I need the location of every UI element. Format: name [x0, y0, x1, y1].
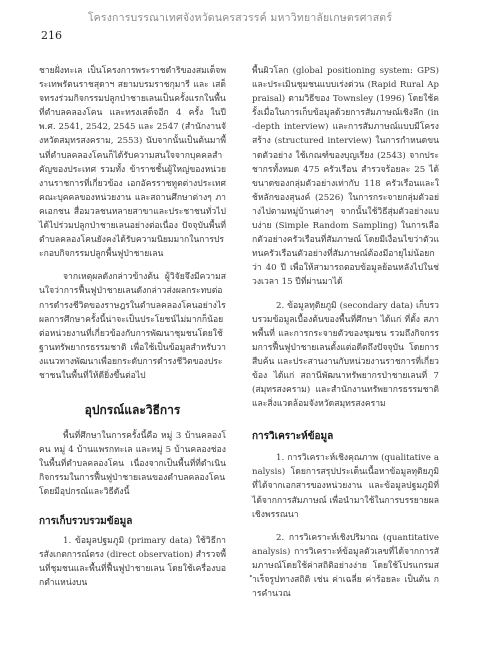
subheading-data-analysis: การวิเคราะห์ข้อมูล [252, 431, 334, 443]
paragraph-primary-data: 1. ข้อมูลปฐมภูมิ (primary data) ใช้วิธีการสังเกตการณ์ตรง (direct observation) สำรวจพื้นที่ชุมชนและพื้นที่ฟื้นฟูป่าชายเลน โดยใช้เครื่องบอกตำแหน่งบน [39, 535, 226, 588]
paragraph-sampling: พื้นผิวโลก (global positioning system: GPS) และประเมินชุมชนแบบเร่งด่วน (Rapid Rural Appraisal) ตามวิธีของ Townsley (1996) โดยใช้ครั้งเมื่อในการเก็บข้อมูลด้วยการสัมภาษณ์เชิงลึก (in-depth interview) และการสัมภาษณ์แบบมีโครงสร้าง (structured interview) ในการกำหนดขนาดตัวอย่าง ใช้เกณฑ์ของบุญเรียง (2543) จากประชากรทั้งหมด 475 ครัวเรือน สำรวจร้อยละ 25 ได้ขนาดของกลุ่มตัวอย่างเท่ากับ 118 ครัวเรือนและใช้หลักของสุนงค์ (2526) ในการกระจายกลุ่มตัวอย่างไปตามหมู่บ้านต่างๆ จากนั้นใช้วิธีสุ่มตัวอย่างแบบง่าย (Simple Random Sampling) ในการเลือกตัวอย่างครัวเรือนที่สัมภาษณ์ โดยมีเงื่อนไขว่าตัวแทนครัวเรือนตัวอย่างที่สัมภาษณ์ต้องมีอายุไม่น้อยกว่า 40 ปี เพื่อให้สามารถตอบข้อมูลย้อนหลังไปในช่วงเวลา 15 ปีที่ผ่านมาได้ [252, 66, 439, 288]
paragraph-quantitative-analysis: 2. การวิเคราะห์เชิงปริมาณ (quantitative analysis) การวิเคราะห์ข้อมูลตัวเลขที่ได้จากการสัมภาษณ์โดยใช้ค่าสถิติอย่างง่าย โดยใช้โปรแกรมสำเร็จรูปทางสถิติ เช่น ค่าเฉลี่ย ค่าร้อยละ เป็นต้น การคำนวณ [252, 532, 439, 600]
paragraph-qualitative-analysis: 1. การวิเคราะห์เชิงคุณภาพ (qualitative analysis) โดยการสรุปประเด็นเนื้อหาข้อมูลทุติยภูมิที่ได้จากเอกสารของหน่วยงาน และข้อมูลปฐมภูมิที่ได้จากการสัมภาษณ์ เพื่อนำมาใช้ในการบรรยายผลเชิงพรรณนา [252, 453, 439, 520]
paragraph-rationale: จากเหตุผลดังกล่าวข้างต้น ผู้วิจัยจึงมีความสนใจว่าการฟื้นฟูป่าชายเลนดังกล่าวส่งผลกระทบต่อการดำรงชีวิตของราษฎรในตำบลคลองโคนอย่างไร ผลการศึกษาครั้งนี้น่าจะเป็นประโยชน์ไม่มากก็น้อยต่อหน่วยงานที่เกี่ยวข้องกับการพัฒนาชุมชนโดยใช้ฐานทรัพยากรธรรมชาติ เพื่อใช้เป็นข้อมูลสำหรับวางแนวทางพัฒนาเพื่อยกระดับการดำรงชีวิตของประชาชนในพื้นที่ให้ดียิ่งขึ้นต่อไป [39, 272, 226, 381]
page-number: 216 [41, 29, 62, 42]
running-header: โครงการบรรณาเทศจังหวัดนครสวรรค์ มหาวิทยาลัยเกษตรศาสตร์ [87, 12, 393, 24]
left-column [39, 64, 226, 590]
paragraph-intro-continued: ชายฝั่งทะเล เป็นโครงการพระราชดำริของสมเด็จพระเทพรัตนราชสุดาฯ สยามบรมราชกุมารี และ เสด็จทรงร่วมกิจกรรมปลูกป่าชายเลนเป็นครั้งแรกในพื้นที่ตำบลคลองโคน และทรงเสด็จอีก 4 ครั้ง ในปี พ.ศ. 2541, 2542, 2545 และ 2547 (สำนักงานจังหวัดสมุทรสงคราม, 2553) นับจากนั้นเป็นต้นมาพื้นที่ตำบลคลองโคนก็ได้รับความสนใจจากบุคคลสำคัญของประเทศ รวมทั้ง ข้าราชชั้นผู้ใหญ่ของหน่วยงานราชการที่เกี่ยวข้อง เอกอัครราชทูตต่างประเทศ คณะบุคคลของหน่วยงาน และสถานศึกษาต่างๆ ภาคเอกชน สื่อมวลชนหลายสาขาและประชาชนทั่วไป ได้ไปร่วมปลูกป่าชายเลนอย่างต่อเนื่อง ปัจจุบันพื้นที่ตำบลคลองโคนยังคงได้รับความนิยมมากในการประกอบกิจกรรมปลูกพื้นฟูป่าชายเลน [39, 66, 226, 260]
paragraph-secondary-data: 2. ข้อมูลทุติยภูมิ (secondary data) เก็บรวบรวมข้อมูลเบื้องต้นของพื้นที่ศึกษา ได้แก่ ที่ตั้ง สภาพพื้นที่ และการกระจายตัวของชุมชน รวมถึงกิจกรรมการฟื้นฟูป่าชายเลนตั้งแต่อดีตถึงปัจจุบัน โดยการสืบค้น และประสานงานกับหน่วยงานราชการที่เกี่ยวข้อง ได้แก่ สถานีพัฒนาทรัพยากรป่าชายเลนที่ 7 (สมุทรสงคราม) และสำนักงานทรัพยากรธรรมชาติและสิ่งแวดล้อมจังหวัดสมุทรสงคราม [252, 300, 439, 410]
section-heading-methods: อุปกรณ์และวิธีการ [84, 403, 181, 418]
subheading-data-collection: การเก็บรวบรวมข้อมูล [39, 515, 133, 527]
right-column [252, 64, 439, 601]
paragraph-study-area: พื้นที่ศึกษาในการครั้งนี้คือ หมู่ 3 บ้านคลองโคน หมู่ 4 บ้านแพรกทะเล และหมู่ 5 บ้านคลองช่อง ในพื้นที่ตำบลคลองโคน เนื่องจากเป็นพื้นที่ที่ดำเนินกิจกรรมในการฟื้นฟูป่าชายเลนของตำบลคลองโคน โดยมีอุปกรณ์และวิธีดังนี้ [39, 431, 226, 498]
